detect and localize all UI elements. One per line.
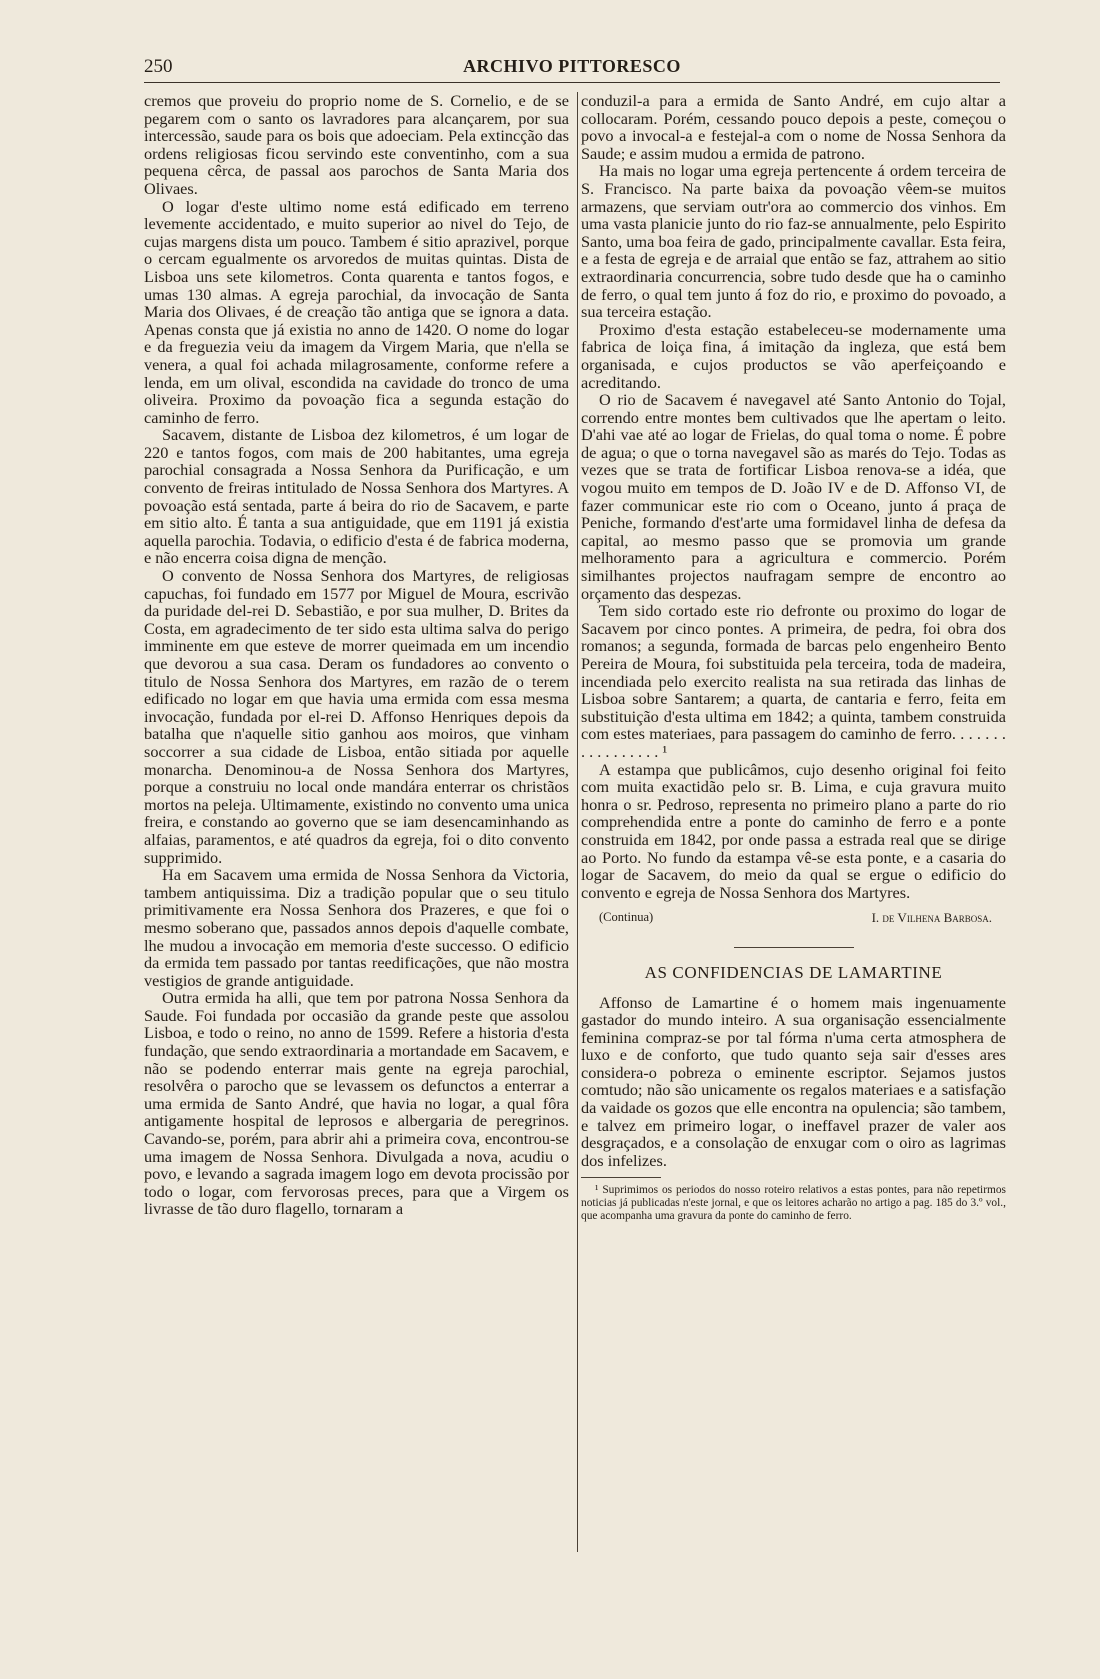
article-title: AS CONFIDENCIAS DE LAMARTINE [644,962,943,982]
right-column [581,92,1006,1222]
column-divider [577,92,578,1552]
paragraph: Tem sido cortado este rio defronte ou proximo do logar de Sacavem por cinco pontes. A primeira, de pedra, foi obra dos romanos; a segunda, formada de barcas pelo engenheiro Bento Pereira de Moura, foi substituida pela terceira, toda de madeira, incendiada pelo exercito realista na sua retirada das linhas de Lisboa sobre Santarem; a quarta, de cantaria e ferro, feita em substituição d'esta ultima em 1842; a quinta, tambem construida com estes materiaes, para passagem do caminho de ferro. . . . . . . . . . . . . . . . . ¹ [581,601,1006,761]
paragraph: Affonso de Lamartine é o homem mais ingenuamente gastador do mundo inteiro. A sua organisação essencialmente feminina compraz-se por tal fórma n'uma certa atmosphera de luxo e de conforto, que tudo quanto seja sair d'esses ares considera-o pobreza o eminente escriptor. Sejamos justos comtudo; não são unicamente os regalos materiaes e a satisfação da vaidade os gozos que elle encontra na opulencia; são tambem, e talvez em primeiro logar, o ineffavel prazer de valer aos desgraçados, e a consolação de enxugar com o oiro as lagrimas dos infelizes. [581,992,1006,1170]
paragraph: A estampa que publicâmos, cujo desenho original foi feito com muita exactidão pelo sr. B. Lima, e cuja gravura muito honra o sr. Pedroso, representa no primeiro plano a parte do rio comprehendida entre a ponte do caminho de ferro e a ponte construida em 1842, por onde passa a estrada real que se dirige ao Porto. No fundo da estampa vê-se esta ponte, e a casaria do logar de Sacavem, do meio da qual se ergue o edificio do convento e egreja de Nossa Senhora dos Martyres. [581,759,1006,902]
paragraph: Proximo d'esta estação estabeleceu-se modernamente uma fabrica de loiça fina, á imitação da ingleza, que está bem organisada, e cujos productos se vão aperfeiçoando e acreditando. [581,319,1006,392]
page-number: 250 [144,56,173,77]
footnote: ¹ Suprimimos os periodos do nosso roteiro relativos a estas pontes, para não repetirmos noticias já publicadas n'este jornal, e que os leitores acharão no artigo a pag. 185 do 3.º vol., que acompanha uma gravura da ponte do caminho de ferro. [581,1184,1006,1222]
article-signature [581,909,1006,927]
paragraph: O convento de Nossa Senhora dos Martyres, de religiosas capuchas, foi fundado em 1577 por Miguel de Moura, escrivão da puridade del-rei D. Sebastião, e por sua mulher, D. Brites da Costa, em agradecimento de ter sido esta ultima salva do perigo imminente em que esteve de morrer queimada em um incendio que devorou a sua casa. Deram os fundadores ao convento o titulo de Nossa Senhora dos Martyres, em razão de o terem edificado no logar em que havia uma ermida com essa mesma invocação, fundada por el-rei D. Affonso Henriques depois da batalha que n'aquelle sitio ganhou aos moiros, que vinham soccorrer a sua cidade de Lisboa, então sitiada por aquelle monarcha. Denominou-a de Nossa Senhora dos Martyres, porque a construiu no local onde mandára enterrar os christãos mortos na peleja. Ultimamente, existindo no convento uma unica freira, e constando ao governo que se iam desencaminhando as alfaias, paramentos, e até quadros da egreja, foi o dito convento supprimido. [144,566,569,867]
paragraph: conduzil-a para a ermida de Santo André, em cujo altar a collocaram. Porém, cessando pouco depois a peste, começou o povo a invocal-a e festejal-a com o nome de Nossa Senhora da Saude; e assim mudou a ermida de patrono. [581,91,1006,163]
paragraph: Ha em Sacavem uma ermida de Nossa Senhora da Victoria, tambem antiquissima. Diz a tradição popular que o seu titulo primitivamente era Nossa Senhora dos Prazeres, e que foi o mesmo soberano que, passados annos depois d'aquelle combate, lhe mudou a invocação em memoria d'este successo. O edificio da ermida tem passado por tantas reedificações, que não mostra vestigios de grande antiguidade. [144,865,569,990]
paragraph: Outra ermida ha alli, que tem por patrona Nossa Senhora da Saude. Foi fundada por occasião da grande peste que assolou Lisboa, e todo o reino, no anno de 1599. Refere a historia d'esta fundação, que sendo extraordinaria a mortandade em Sacavem, e não se podendo enterrar mais gente na egreja parochial, resolvêra o parocho que se levassem os defunctos a enterrar a uma ermida de Santo André, que havia no logar, a qual fôra antigamente hospital de leprosos e albergaria de peregrinos. Cavando-se, porém, para abrir ahi a primeira cova, encontrou-se uma imagem de Nossa Senhora. Divulgada a nova, acudiu o povo, e levando a sagrada imagem logo em devota procissão por todo o logar, com fervorosas preces, para que a Virgem os livrasse de tão duro flagello, tornaram a [144,988,569,1219]
paragraph: cremos que proveiu do proprio nome de S. Cornelio, e de se pegarem com o santo os lavradores para alcançarem, por sua intercessão, saude para os bois que adoeciam. Pela extincção das ordens religiosas ficou servindo este conventinho, com a sua pequena cêrca, de passal aos parochos de Santa Maria dos Olivaes. [144,91,569,198]
continua-note: (Continua) [599,910,654,925]
paragraph: Sacavem, distante de Lisboa dez kilometros, é um logar de 220 e tantos fogos, com mais de 200 habitantes, uma egreja parochial consagrada a Nossa Senhora da Purificação, e um convento de freiras intitulado de Nossa Senhora dos Martyres. A povoação está sentada, parte á beira do rio de Sacavem, e parte em sitio alto. É tanta a sua antiguidade, que em 1191 já existia aquella parochia. Todavia, o edificio d'esta é de fabrica moderna, e não encerra coisa digna de menção. [144,425,569,568]
page-header [144,56,1000,83]
section-divider [734,947,854,948]
author-name: I. de Vilhena Barbosa. [871,910,992,926]
paragraph: O logar d'este ultimo nome está edificado em terreno levemente accidentado, e muito superior ao nivel do Tejo, de cujas margens dista um pouco. Tambem é sitio aprazivel, porque o cercam egualmente os arvoredos de muitas quintas. Dista de Lisboa uns sete kilometros. Conta quarenta e tantos fogos, e umas 130 almas. A egreja parochial, da invocação de Santa Maria dos Olivaes, é de creação tão antiga que se ignora a data. Apenas consta que já existia no anno de 1420. O nome do logar e da freguezia veiu da imagem da Virgem Maria, que n'ella se venera, a qual foi achada milagrosamente, conforme refere a lenda, em um olival, escondida na cavidade do tronco de uma oliveira. Proximo da povoação fica a segunda estação do caminho de ferro. [144,196,569,427]
paragraph: Ha mais no logar uma egreja pertencente á ordem terceira de S. Francisco. Na parte baixa da povoação vêem-se muitos armazens, que serviam outr'ora ao commercio dos vinhos. Em uma vasta planicie junto do rio faz-se annualmente, pelo Espirito Santo, uma boa feira de gado, principalmente cavallar. Esta feira, e a festa de egreja e de arraial que então se faz, attrahem ao sitio extraordinaria concurrencia, sobre tudo desde que ha o caminho de ferro, o qual tem junto á foz do rio, e proximo do povoado, a sua terceira estação. [581,161,1006,322]
running-title: ARCHIVO PITTORESCO [463,56,681,76]
paragraph: O rio de Sacavem é navegavel até Santo Antonio do Tojal, correndo entre montes bem cultivados que lhe apertam o leito. D'ahi vae até ao logar de Frielas, do qual toma o nome. É pobre de agua; o que o torna navegavel são as marés do Tejo. Todas as vezes que se trata de fortificar Lisboa renova-se a idéa, que vogou muito em tempos de D. João IV e de D. Affonso VI, de fazer communicar este rio com o Oceano, junto á praça de Peniche, formando d'est'arte uma formidavel linha de defesa da capital, ao mesmo passo que se promovia um grande melhoramento para a agricultura e commercio. Porém similhantes projectos naufragam sempre de encontro ao orçamento das despezas. [581,390,1006,603]
left-column [144,92,569,1218]
footnote-rule [581,1177,661,1178]
